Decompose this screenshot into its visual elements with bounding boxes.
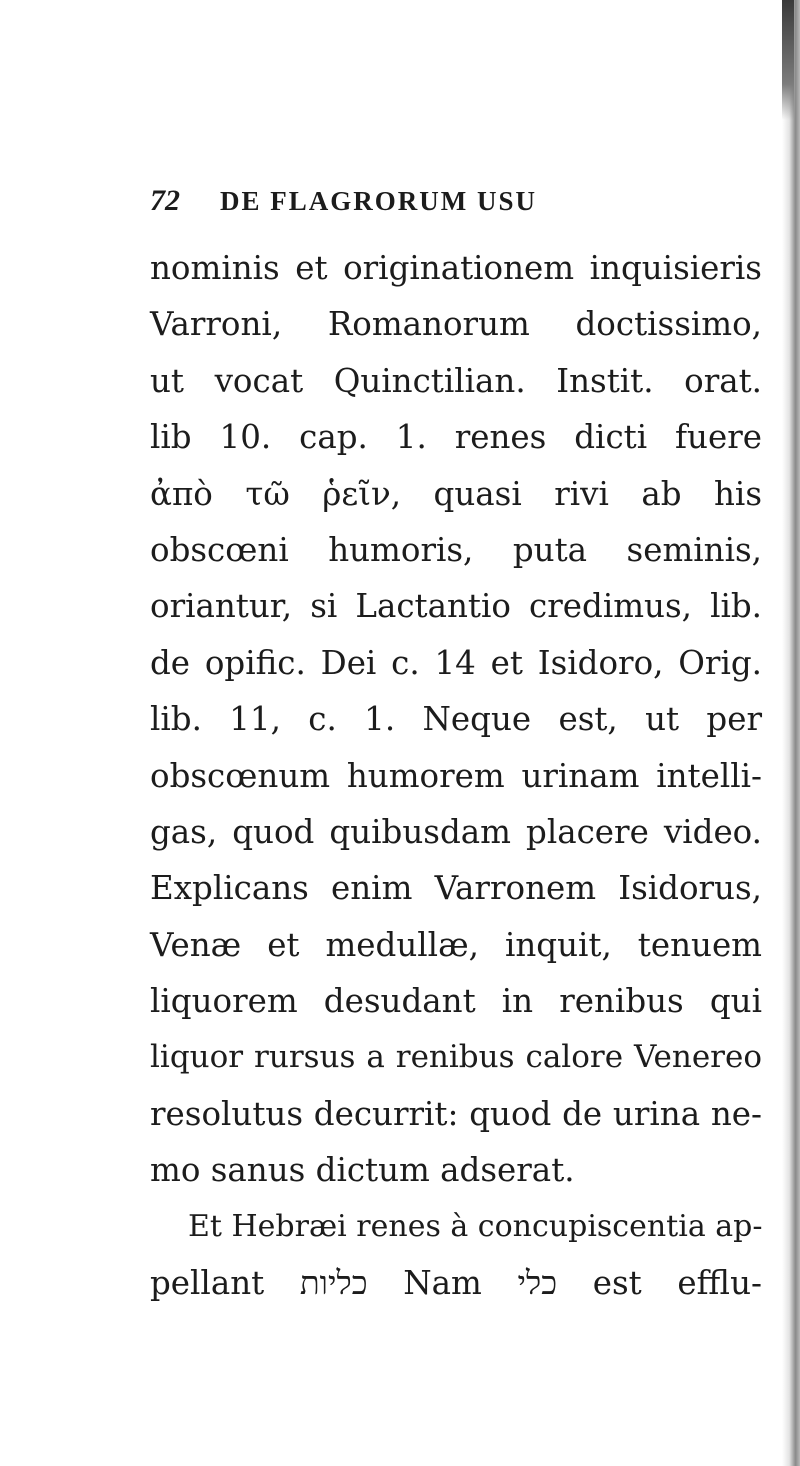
text-line: obscœni humoris, puta seminis,	[150, 530, 762, 569]
text-line: Explicans enim Varronem Isidorus,	[150, 869, 762, 908]
text-line: oriantur, si Lactantio credimus, lib.	[150, 587, 762, 626]
text-line: Et Hebræi renes à concupiscentia ap-	[188, 1208, 763, 1244]
text-line: pellant כליות Nam כלי est efflu-	[150, 1264, 763, 1303]
text-line: resolutus decurrit: quod de urina ne-	[150, 1094, 762, 1133]
text-line: lib. 11, c. 1. Neque est, ut per	[150, 700, 762, 739]
text-line: gas, quod quibusdam placere video.	[150, 812, 762, 851]
text-line: ἀπὸ τῶ ῥεῖν, quasi rivi ab his	[150, 474, 762, 513]
page-number: 72	[150, 184, 180, 217]
text-line: liquor rursus a renibus calore Venereo	[150, 1039, 762, 1076]
running-title	[220, 186, 537, 217]
page-edge-dark	[782, 0, 794, 120]
text-line: de opific. Dei c. 14 et Isidoro, Orig.	[150, 643, 762, 682]
running-head	[150, 184, 760, 230]
page-edge-shadow	[782, 0, 800, 1466]
running-title-main: FLAGRORUM USU	[270, 186, 538, 216]
running-title-prefix: DE	[220, 186, 262, 216]
text-line: obscœnum humorem urinam intelli-	[150, 756, 762, 795]
text-line: nominis et originationem inquisieris	[150, 249, 762, 287]
text-line: Varroni, Romanorum doctissimo,	[150, 305, 762, 344]
text-line: Venæ et medullæ, inquit, tenuem	[150, 925, 762, 964]
text-line: ut vocat Quinctilian. Instit. orat.	[150, 361, 762, 400]
text-line: mo sanus dictum adserat.	[150, 1151, 575, 1190]
text-line: lib 10. cap. 1. renes dicti fuere	[150, 418, 762, 457]
text-line: liquorem desudant in renibus qui	[150, 982, 762, 1021]
body-text	[150, 240, 762, 1311]
